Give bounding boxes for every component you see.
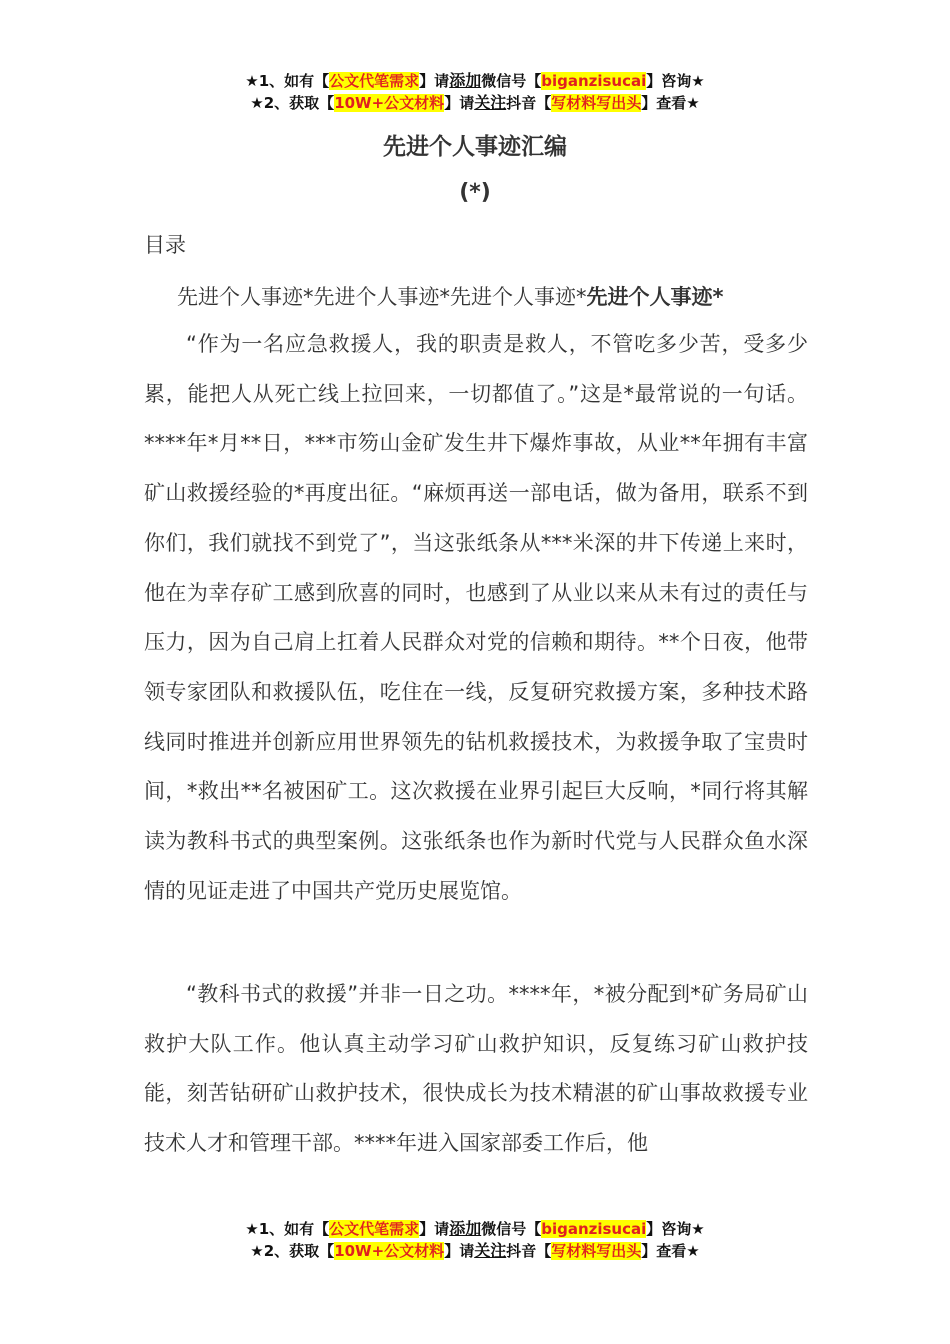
promo-line-1: ★1、如有【公文代笔需求】请添加微信号【biganzisucai】咨询★ bbox=[245, 1219, 705, 1238]
document-title: 先进个人事迹汇编 bbox=[383, 134, 567, 160]
promo-line-2: ★2、获取【10W+公文材料】请关注抖音【写材料写出头】查看★ bbox=[250, 1241, 700, 1260]
promo-line-1: ★1、如有【公文代笔需求】请添加微信号【biganzisucai】咨询★ bbox=[245, 71, 705, 90]
promo-banner-bottom bbox=[0, 1218, 950, 1262]
wechat-id: biganzisucai bbox=[541, 72, 647, 90]
toc-heading: 目录 bbox=[144, 233, 186, 257]
body-paragraph-2: “教科书式的救援”并非一日之功。****年，*被分配到*矿务局矿山救护大队工作。他认真主动学习矿山救护知识，反复练习矿山救护技能，刻苦钻研矿山救护技术，很快成长为技术精湛的矿山事故救援专业技术人才和管理干部。****年进入国家部委工作后，他 bbox=[144, 982, 808, 1156]
promo-line-2: ★2、获取【10W+公文材料】请关注抖音【写材料写出头】查看★ bbox=[250, 93, 700, 112]
promo-highlight: 10W+公文材料 bbox=[334, 1242, 445, 1260]
body-paragraph-1: “作为一名应急救援人，我的职责是救人，不管吃多少苦，受多少累，能把人从死亡线上拉回来，一切都值了。”这是*最常说的一句话。****年*月**日，***市笏山金矿发生井下爆炸事故，从业**年拥有丰富矿山救援经验的*再度出征。“麻烦再送一部电话，做为备用，联系不到你们，我们就找不到党了”，当这张纸条从***米深的井下传递上来时，他在为幸存矿工感到欣喜的同时，也感到了从业以来从未有过的责任与压力，因为自己肩上扛着人民群众对党的信赖和期待。**个日夜，他带领专家团队和救援队伍，吃住在一线，反复研究救援方案，多种技术路线同时推进并创新应用世界领先的钻机救援技术，为救援争取了宝贵时间，*救出**名被困矿工。这次救援在业界引起巨大反响，*同行将其解读为教科书式的典型案例。这张纸条也作为新时代党与人民群众鱼水深情的见证走进了中国共产党历史展览馆。 bbox=[144, 332, 808, 903]
promo-banner-top bbox=[0, 70, 950, 114]
document-subtitle: (*) bbox=[459, 180, 491, 205]
douyin-id: 写材料写出头 bbox=[551, 94, 642, 112]
wechat-id: biganzisucai bbox=[541, 1220, 647, 1238]
douyin-id: 写材料写出头 bbox=[551, 1242, 642, 1260]
promo-highlight: 公文代笔需求 bbox=[329, 1220, 420, 1238]
promo-highlight: 公文代笔需求 bbox=[329, 72, 420, 90]
promo-highlight: 10W+公文材料 bbox=[334, 94, 445, 112]
toc-entries: 先进个人事迹*先进个人事迹*先进个人事迹*先进个人事迹* bbox=[177, 285, 724, 309]
